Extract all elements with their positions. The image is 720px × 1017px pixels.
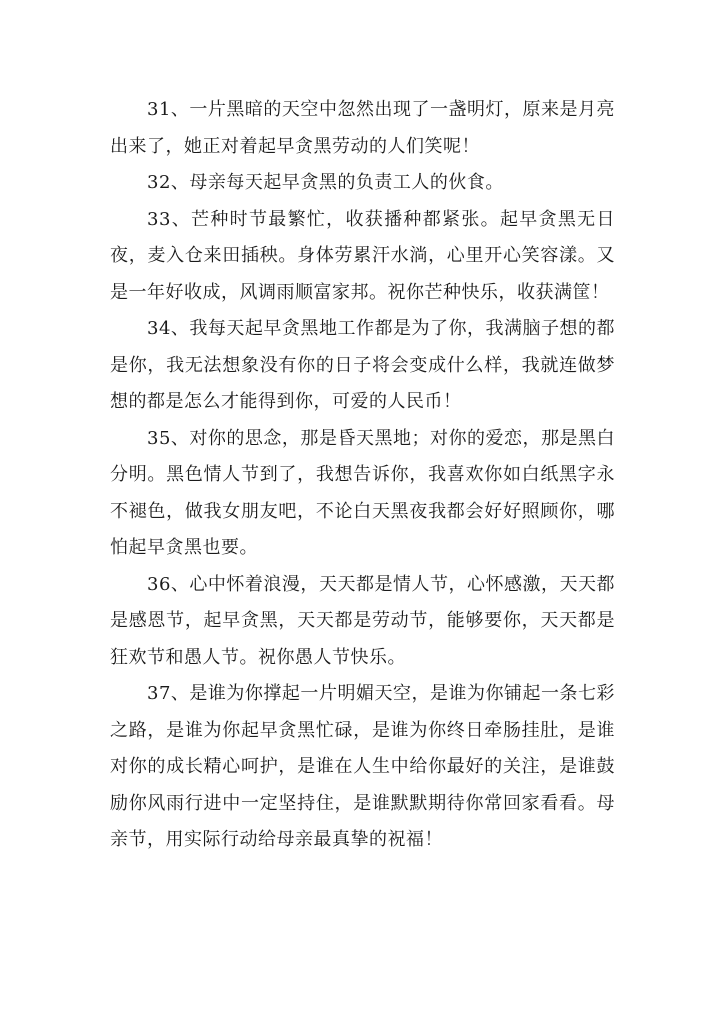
paragraph-33: 33、芒种时节最繁忙，收获播种都紧张。起早贪黑无日夜，麦入仓来田插秧。身体劳累汗水淌，心里开心笑容漾。又是一年好收成，风调雨顺富家邦。祝你芒种快乐，收获满筐！ [110,208,615,303]
paragraph-31: 31、一片黑暗的天空中忽然出现了一盏明灯，原来是月亮出来了，她正对着起早贪黑劳动的人们笑呢！ [110,99,615,157]
paragraph-35: 35、对你的思念，那是昏天黑地；对你的爱恋，那是黑白分明。黑色情人节到了，我想告诉你，我喜欢你如白纸黑字永不褪色，做我女朋友吧，不论白天黑夜我都会好好照顾你，哪怕起早贪黑也要。 [110,427,615,558]
paragraph-32: 32、母亲每天起早贪黑的负责工人的伙食。 [147,172,504,193]
paragraph-37: 37、是谁为你撑起一片明媚天空，是谁为你铺起一条七彩之路，是谁为你起早贪黑忙碌，是谁为你终日牵肠挂肚，是谁对你的成长精心呵护，是谁在人生中给你最好的关注，是谁鼓励你风雨行进中一定坚持住，是谁默默期待你常回家看看。母亲节，用实际行动给母亲最真挚的祝福！ [110,683,615,850]
paragraph-34: 34、我每天起早贪黑地工作都是为了你，我满脑子想的都是你，我无法想象没有你的日子将会变成什么样，我就连做梦想的都是怎么才能得到你，可爱的人民币！ [110,318,615,412]
paragraph-36: 36、心中怀着浪漫，天天都是情人节，心怀感激，天天都是感恩节，起早贪黑，天天都是劳动节，能够要你，天天都是狂欢节和愚人节。祝你愚人节快乐。 [110,573,615,668]
document-body [110,92,615,859]
